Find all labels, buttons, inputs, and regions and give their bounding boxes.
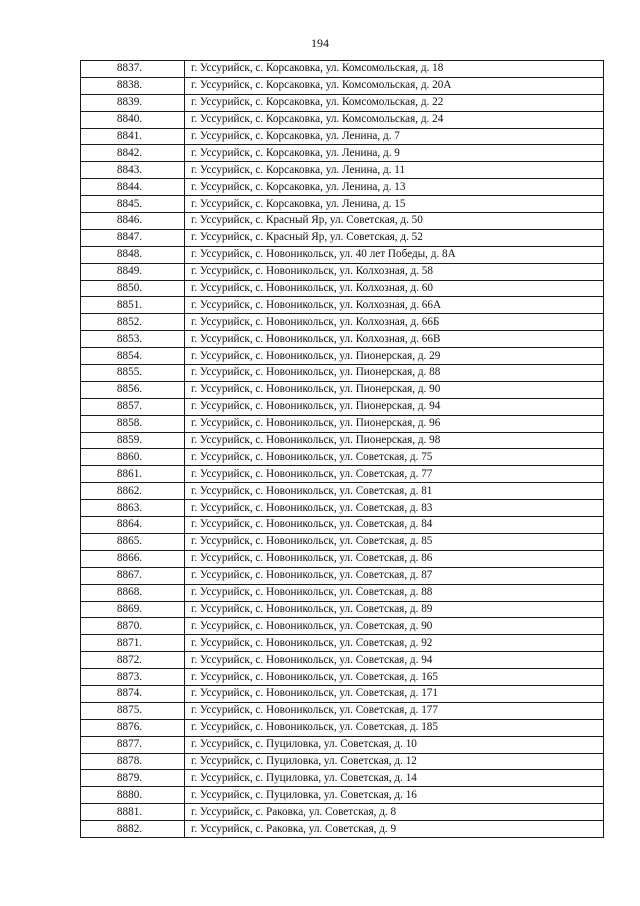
table-row	[81, 770, 604, 787]
row-number-cell: 8839.	[81, 94, 185, 111]
table-row	[81, 61, 604, 78]
table-row	[81, 128, 604, 145]
table-row	[81, 280, 604, 297]
address-cell: г. Уссурийск, с. Корсаковка, ул. Комсомольская, д. 20А	[185, 77, 604, 94]
row-number-cell: 8840.	[81, 111, 185, 128]
address-cell: г. Уссурийск, с. Новоникольск, ул. Пионерская, д. 94	[185, 398, 604, 415]
table-row	[81, 381, 604, 398]
row-number-cell: 8837.	[81, 61, 185, 78]
table-row	[81, 567, 604, 584]
address-cell: г. Уссурийск, с. Новоникольск, ул. Советская, д. 89	[185, 601, 604, 618]
table-row	[81, 635, 604, 652]
table-row	[81, 77, 604, 94]
row-number-cell: 8838.	[81, 77, 185, 94]
address-cell: г. Уссурийск, с. Корсаковка, ул. Ленина, д. 15	[185, 196, 604, 213]
row-number-cell: 8865.	[81, 533, 185, 550]
address-cell: г. Уссурийск, с. Новоникольск, ул. Пионерская, д. 96	[185, 415, 604, 432]
table-row	[81, 331, 604, 348]
row-number-cell: 8863.	[81, 500, 185, 517]
row-number-cell: 8855.	[81, 365, 185, 382]
address-cell: г. Уссурийск, с. Корсаковка, ул. Комсомольская, д. 24	[185, 111, 604, 128]
row-number-cell: 8870.	[81, 618, 185, 635]
row-number-cell: 8841.	[81, 128, 185, 145]
address-cell: г. Уссурийск, с. Новоникольск, ул. 40 лет Победы, д. 8А	[185, 246, 604, 263]
row-number-cell: 8848.	[81, 246, 185, 263]
address-cell: г. Уссурийск, с. Новоникольск, ул. Колхозная, д. 66А	[185, 297, 604, 314]
address-cell: г. Уссурийск, с. Новоникольск, ул. Советская, д. 171	[185, 685, 604, 702]
table-row	[81, 753, 604, 770]
address-cell: г. Уссурийск, с. Новоникольск, ул. Советская, д. 177	[185, 702, 604, 719]
address-cell: г. Уссурийск, с. Новоникольск, ул. Колхозная, д. 66В	[185, 331, 604, 348]
table-row	[81, 821, 604, 838]
row-number-cell: 8846.	[81, 213, 185, 230]
row-number-cell: 8847.	[81, 229, 185, 246]
row-number-cell: 8873.	[81, 669, 185, 686]
table-row	[81, 432, 604, 449]
table-row	[81, 584, 604, 601]
row-number-cell: 8880.	[81, 787, 185, 804]
row-number-cell: 8858.	[81, 415, 185, 432]
row-number-cell: 8875.	[81, 702, 185, 719]
address-cell: г. Уссурийск, с. Корсаковка, ул. Ленина, д. 7	[185, 128, 604, 145]
row-number-cell: 8878.	[81, 753, 185, 770]
address-cell: г. Уссурийск, с. Пуциловка, ул. Советская, д. 16	[185, 787, 604, 804]
row-number-cell: 8868.	[81, 584, 185, 601]
table-row	[81, 652, 604, 669]
row-number-cell: 8867.	[81, 567, 185, 584]
table-row	[81, 685, 604, 702]
row-number-cell: 8850.	[81, 280, 185, 297]
address-cell: г. Уссурийск, с. Новоникольск, ул. Советская, д. 77	[185, 466, 604, 483]
address-cell: г. Уссурийск, с. Красный Яр, ул. Советская, д. 52	[185, 229, 604, 246]
address-cell: г. Уссурийск, с. Раковка, ул. Советская, д. 9	[185, 821, 604, 838]
address-cell: г. Уссурийск, с. Пуциловка, ул. Советская, д. 10	[185, 736, 604, 753]
address-cell: г. Уссурийск, с. Новоникольск, ул. Советская, д. 165	[185, 669, 604, 686]
table-row	[81, 94, 604, 111]
row-number-cell: 8860.	[81, 449, 185, 466]
row-number-cell: 8872.	[81, 652, 185, 669]
table-row	[81, 533, 604, 550]
table-row	[81, 246, 604, 263]
table-row	[81, 719, 604, 736]
address-cell: г. Уссурийск, с. Новоникольск, ул. Колхозная, д. 66Б	[185, 314, 604, 331]
row-number-cell: 8864.	[81, 517, 185, 534]
address-cell: г. Уссурийск, с. Пуциловка, ул. Советская, д. 14	[185, 770, 604, 787]
address-cell: г. Уссурийск, с. Новоникольск, ул. Колхозная, д. 58	[185, 263, 604, 280]
row-number-cell: 8877.	[81, 736, 185, 753]
address-cell: г. Уссурийск, с. Новоникольск, ул. Советская, д. 90	[185, 618, 604, 635]
row-number-cell: 8845.	[81, 196, 185, 213]
table-row	[81, 466, 604, 483]
address-table	[80, 60, 604, 838]
table-row	[81, 500, 604, 517]
table-row	[81, 618, 604, 635]
address-cell: г. Уссурийск, с. Новоникольск, ул. Советская, д. 185	[185, 719, 604, 736]
table-row	[81, 213, 604, 230]
row-number-cell: 8844.	[81, 179, 185, 196]
row-number-cell: 8862.	[81, 483, 185, 500]
table-row	[81, 398, 604, 415]
table-row	[81, 601, 604, 618]
address-cell: г. Уссурийск, с. Раковка, ул. Советская, д. 8	[185, 804, 604, 821]
address-cell: г. Уссурийск, с. Новоникольск, ул. Советская, д. 84	[185, 517, 604, 534]
row-number-cell: 8866.	[81, 550, 185, 567]
address-cell: г. Уссурийск, с. Новоникольск, ул. Советская, д. 87	[185, 567, 604, 584]
table-row	[81, 669, 604, 686]
table-row	[81, 483, 604, 500]
row-number-cell: 8849.	[81, 263, 185, 280]
table-row	[81, 229, 604, 246]
address-cell: г. Уссурийск, с. Новоникольск, ул. Пионерская, д. 88	[185, 365, 604, 382]
table-row	[81, 145, 604, 162]
page-number: 194	[311, 36, 329, 50]
address-cell: г. Уссурийск, с. Новоникольск, ул. Пионерская, д. 29	[185, 348, 604, 365]
address-cell: г. Уссурийск, с. Новоникольск, ул. Советская, д. 92	[185, 635, 604, 652]
address-cell: г. Уссурийск, с. Новоникольск, ул. Советская, д. 94	[185, 652, 604, 669]
row-number-cell: 8861.	[81, 466, 185, 483]
row-number-cell: 8856.	[81, 381, 185, 398]
address-cell: г. Уссурийск, с. Корсаковка, ул. Ленина, д. 9	[185, 145, 604, 162]
row-number-cell: 8874.	[81, 685, 185, 702]
table-row	[81, 365, 604, 382]
address-cell: г. Уссурийск, с. Корсаковка, ул. Комсомольская, д. 18	[185, 61, 604, 78]
address-cell: г. Уссурийск, с. Корсаковка, ул. Ленина, д. 13	[185, 179, 604, 196]
address-cell: г. Уссурийск, с. Новоникольск, ул. Пионерская, д. 90	[185, 381, 604, 398]
table-row	[81, 314, 604, 331]
row-number-cell: 8882.	[81, 821, 185, 838]
address-cell: г. Уссурийск, с. Корсаковка, ул. Ленина, д. 11	[185, 162, 604, 179]
table-row	[81, 348, 604, 365]
row-number-cell: 8853.	[81, 331, 185, 348]
address-cell: г. Уссурийск, с. Новоникольск, ул. Пионерская, д. 98	[185, 432, 604, 449]
table-row	[81, 736, 604, 753]
address-cell: г. Уссурийск, с. Новоникольск, ул. Колхозная, д. 60	[185, 280, 604, 297]
row-number-cell: 8876.	[81, 719, 185, 736]
address-cell: г. Уссурийск, с. Новоникольск, ул. Советская, д. 83	[185, 500, 604, 517]
table-row	[81, 550, 604, 567]
table-row	[81, 179, 604, 196]
table-row	[81, 787, 604, 804]
row-number-cell: 8869.	[81, 601, 185, 618]
table-row	[81, 804, 604, 821]
table-row	[81, 196, 604, 213]
row-number-cell: 8879.	[81, 770, 185, 787]
table-row	[81, 111, 604, 128]
row-number-cell: 8881.	[81, 804, 185, 821]
row-number-cell: 8871.	[81, 635, 185, 652]
table-row	[81, 263, 604, 280]
row-number-cell: 8857.	[81, 398, 185, 415]
address-cell: г. Уссурийск, с. Новоникольск, ул. Советская, д. 88	[185, 584, 604, 601]
address-cell: г. Уссурийск, с. Красный Яр, ул. Советская, д. 50	[185, 213, 604, 230]
row-number-cell: 8851.	[81, 297, 185, 314]
row-number-cell: 8843.	[81, 162, 185, 179]
row-number-cell: 8842.	[81, 145, 185, 162]
row-number-cell: 8854.	[81, 348, 185, 365]
address-cell: г. Уссурийск, с. Новоникольск, ул. Советская, д. 75	[185, 449, 604, 466]
address-cell: г. Уссурийск, с. Новоникольск, ул. Советская, д. 86	[185, 550, 604, 567]
address-table-body	[81, 61, 604, 838]
table-row	[81, 415, 604, 432]
row-number-cell: 8852.	[81, 314, 185, 331]
address-cell: г. Уссурийск, с. Новоникольск, ул. Советская, д. 81	[185, 483, 604, 500]
address-cell: г. Уссурийск, с. Пуциловка, ул. Советская, д. 12	[185, 753, 604, 770]
row-number-cell: 8859.	[81, 432, 185, 449]
table-row	[81, 162, 604, 179]
table-row	[81, 702, 604, 719]
table-row	[81, 297, 604, 314]
table-row	[81, 449, 604, 466]
address-cell: г. Уссурийск, с. Корсаковка, ул. Комсомольская, д. 22	[185, 94, 604, 111]
address-cell: г. Уссурийск, с. Новоникольск, ул. Советская, д. 85	[185, 533, 604, 550]
table-row	[81, 517, 604, 534]
